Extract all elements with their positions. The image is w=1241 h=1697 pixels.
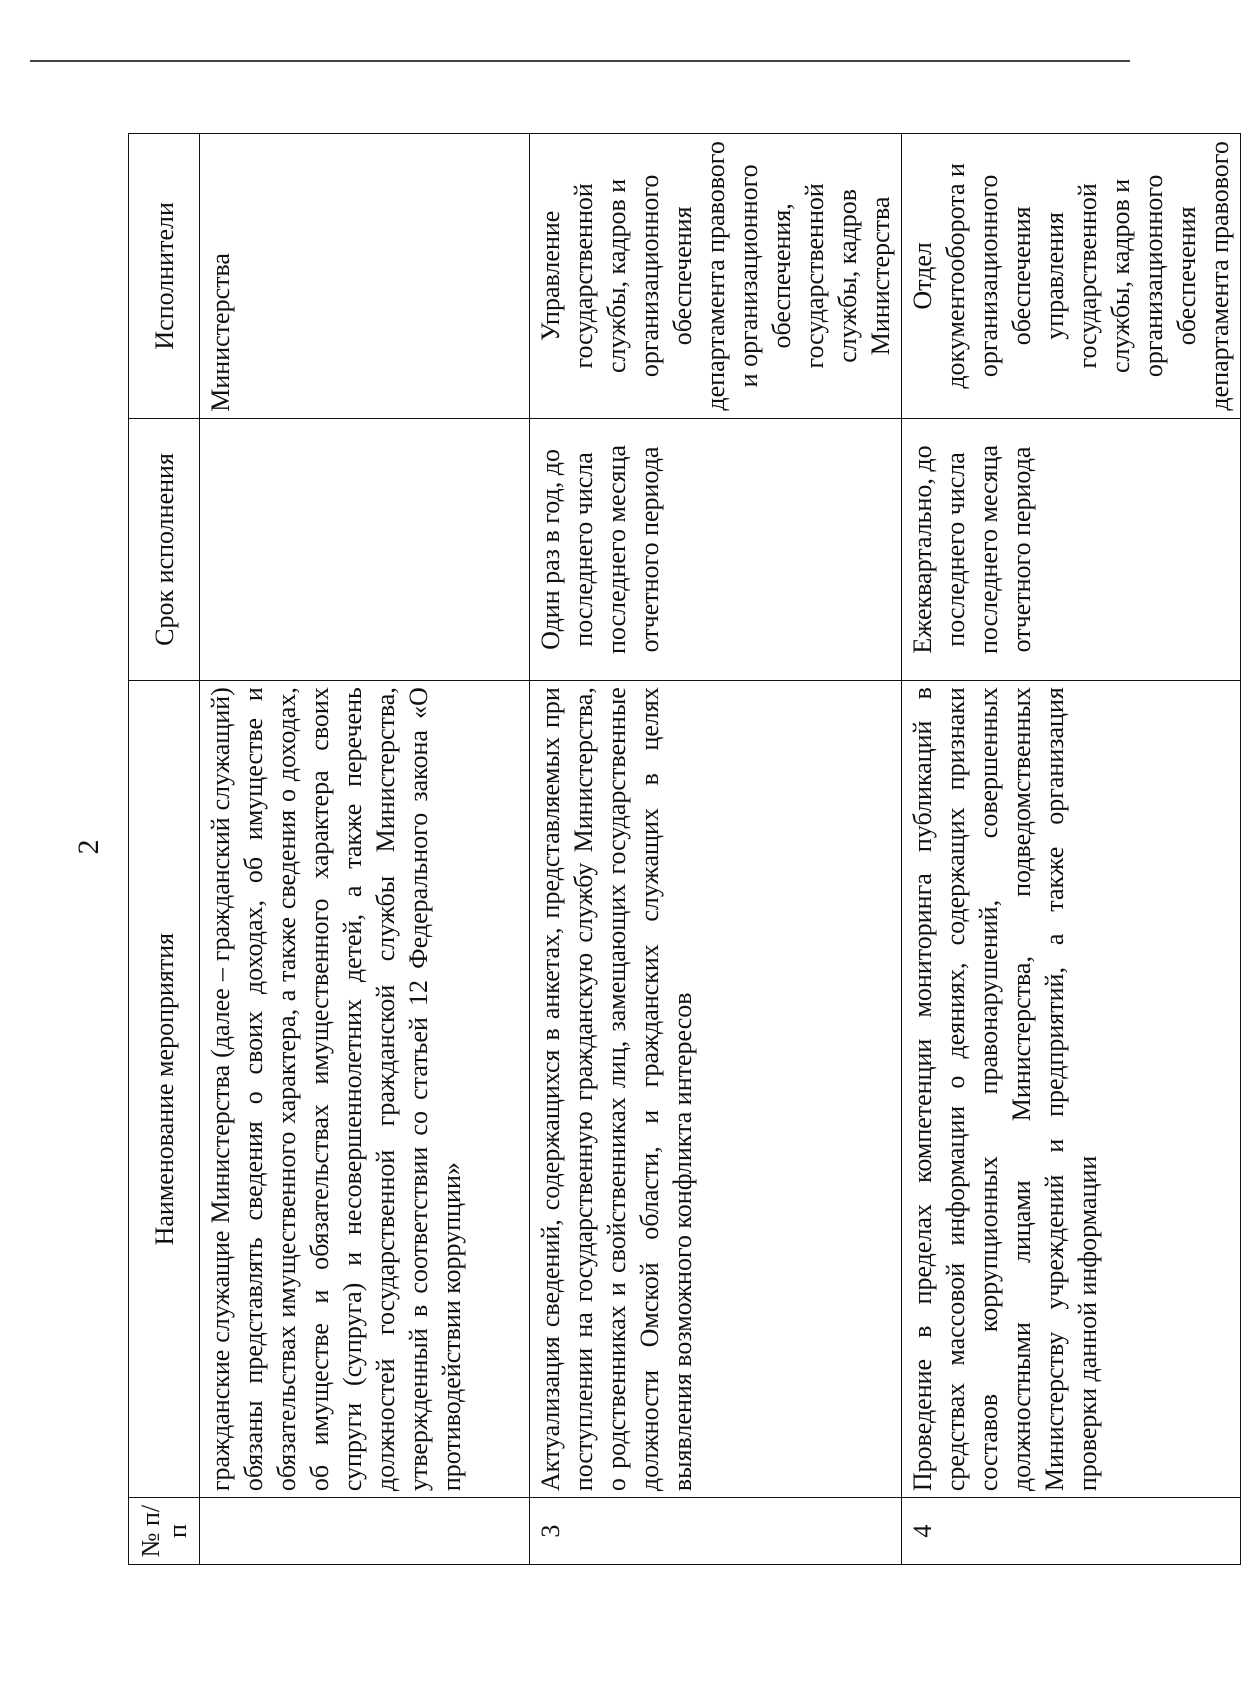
header-term: Срок исполнения [129, 418, 200, 680]
table-row [530, 134, 902, 1565]
row-num [200, 1498, 530, 1565]
row-term: Один раз в год, до последнего числа последнего месяца отчетного периода [530, 418, 902, 680]
header-name: Наименование мероприятия [129, 681, 200, 1498]
header-executors: Исполнители [129, 134, 200, 419]
page-number: 2 [72, 839, 105, 855]
table-header-row [129, 134, 200, 1565]
row-num: 4 [902, 1498, 1241, 1565]
row-name: гражданские служащие Министерства (далее – гражданский служащий) обязаны представлять сведения о своих доходах, об имуществе и обязательствах имущественного характера, а также сведения о доходах, об имуществе и обязательствах имущественного характера своих супруги (супруга) и несовершеннолетних детей, а также перечень должностей государственной гражданской службы Министерства, утвержденный в соответствии со статьей 12 Федерального закона «О противодействии коррупции» [200, 681, 530, 1498]
row-num: 3 [530, 1498, 902, 1565]
table-row [200, 134, 530, 1565]
row-executors: Министерства [200, 134, 530, 419]
measures-table [128, 133, 1241, 1565]
row-executors: Отдел документооборота и организационного обеспечения управления государственной службы, кадров и организационного обеспечения департамента правового [902, 134, 1241, 419]
row-name: Проведение в пределах компетенции мониторинга публикаций в средствах массовой информации о деяниях, содержащих признаки составов коррупционных правонарушений, совершенных должностными лицами Министерства, подведомственных Министерству учреждений и предприятий, а также организация проверки данной информации [902, 681, 1241, 1498]
row-executors: Управление государственной службы, кадров и организационного обеспечения департамента правового и организационного обеспечения, государственной службы, кадров Министерства [530, 134, 902, 419]
row-name: Актуализация сведений, содержащихся в анкетах, представляемых при поступлении на государственную гражданскую службу Министерства, о родственниках и свойственниках лиц, замещающих государственные должности Омской области, и гражданских служащих в целях выявления возможного конфликта интересов [530, 681, 902, 1498]
header-num: № п/п [129, 1498, 200, 1565]
table-row [902, 134, 1241, 1565]
row-term [200, 418, 530, 680]
page-edge-line [30, 61, 1130, 63]
row-term: Ежеквартально, до последнего числа последнего месяца отчетного периода [902, 418, 1241, 680]
